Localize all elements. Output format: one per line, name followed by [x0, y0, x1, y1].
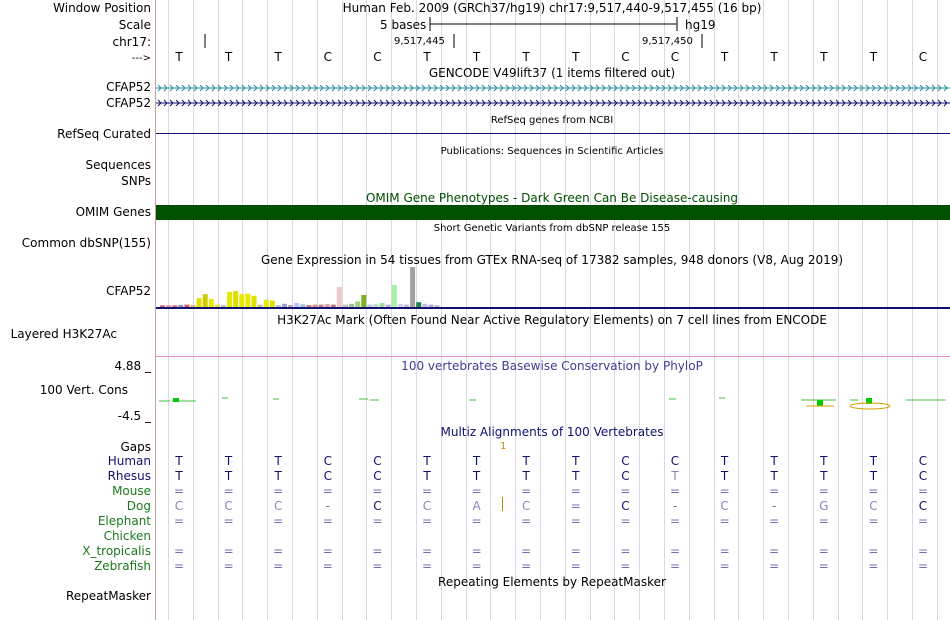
label-gtex-cfap52[interactable]: CFAP52	[106, 284, 151, 298]
alignment-base: =	[719, 544, 730, 558]
alignment-base: C	[869, 499, 878, 513]
reference-base: T	[224, 50, 233, 64]
alignment-base: =	[372, 544, 383, 558]
alignment-base: C	[670, 454, 680, 468]
gencode-gene-cfap52	[156, 85, 950, 91]
alignment-base: =	[421, 559, 433, 573]
reference-base: C	[323, 50, 332, 64]
alignment-base: C	[918, 499, 928, 513]
phylop-peak	[817, 400, 823, 406]
phylop-max-value: 4.88 _	[114, 359, 151, 373]
alignment-base: =	[620, 559, 631, 573]
gtex-tissue-bar[interactable]	[361, 295, 366, 307]
alignment-base: T	[770, 454, 778, 468]
h3k27ac-signal-line	[156, 356, 950, 357]
alignment-base: =	[421, 484, 433, 498]
alignment-base: =	[471, 559, 482, 573]
alignment-base: =	[818, 484, 829, 498]
alignment-base: =	[669, 559, 681, 573]
alignment-base: =	[521, 544, 532, 558]
refseq-track-title: RefSeq genes from NCBI	[490, 115, 614, 126]
gtex-tissue-bar[interactable]	[410, 267, 415, 307]
reference-base: C	[918, 50, 928, 64]
gtex-tissue-bar[interactable]	[264, 300, 269, 307]
label-repeatmasker[interactable]: RepeatMasker	[65, 589, 151, 603]
alignment-base: C	[373, 499, 382, 513]
reference-base: T	[869, 50, 878, 64]
alignment-base: C	[224, 499, 233, 513]
alignment-base: T	[770, 469, 778, 483]
alignment-base: T	[572, 454, 580, 468]
reference-base: T	[175, 50, 183, 64]
alignment-base: =	[570, 544, 581, 558]
alignment-base: T	[423, 454, 431, 468]
alignment-base: C	[621, 469, 630, 483]
gtex-track-title: Gene Expression in 54 tissues from GTEx RNA-seq of 17382 samples, 948 donors (V8, Aug 2019)	[260, 253, 844, 267]
alignment-base: C	[918, 469, 928, 483]
alignment-base: =	[223, 559, 234, 573]
label-cfap52[interactable]: CFAP52	[106, 96, 151, 110]
alignment-base: =	[719, 559, 730, 573]
omim-track-title: OMIM Gene Phenotypes - Dark Green Can Be Disease-causing	[365, 191, 739, 205]
alignment-base: =	[322, 514, 333, 528]
gtex-gene-line	[156, 307, 950, 309]
alignment-base: C	[918, 454, 928, 468]
alignment-base: =	[421, 514, 433, 528]
alignment-base: =	[273, 544, 284, 558]
reference-base: T	[472, 50, 481, 64]
gtex-tissue-bar[interactable]	[203, 294, 208, 307]
species-label-x_tropicalis[interactable]: X_tropicalis	[82, 544, 151, 558]
alignment-base: T	[869, 469, 878, 483]
alignment-base: T	[820, 469, 828, 483]
alignment-base: T	[224, 454, 233, 468]
alignment-base: =	[273, 514, 284, 528]
label-layered-h3k27ac[interactable]: Layered H3K27Ac	[10, 327, 117, 341]
alignment-base: =	[372, 559, 383, 573]
alignment-base: T	[671, 469, 679, 483]
alignment-base: T	[423, 469, 431, 483]
alignment-base: T	[720, 454, 729, 468]
alignment-base: =	[173, 559, 185, 573]
gtex-expression-chart[interactable]	[156, 265, 950, 310]
alignment-base: C	[323, 454, 332, 468]
alignment-base: =	[173, 544, 185, 558]
label-strand: --->	[131, 53, 151, 64]
label-sequences[interactable]: Sequences	[85, 158, 151, 172]
alignment-base: =	[769, 484, 780, 498]
alignment-base: T	[175, 469, 183, 483]
alignment-base: =	[669, 514, 681, 528]
alignment-base: A	[472, 499, 481, 513]
alignment-base: C	[273, 499, 283, 513]
gtex-tissue-bar[interactable]	[245, 294, 250, 307]
alignment-base: =	[669, 544, 681, 558]
alignment-base: =	[521, 484, 532, 498]
position-tick-2: 9,517,450	[642, 36, 693, 47]
alignment-base: T	[274, 454, 282, 468]
alignment-base: C	[174, 499, 184, 513]
reference-base: T	[423, 50, 431, 64]
reference-base: T	[522, 50, 530, 64]
gtex-tissue-bar[interactable]	[233, 291, 238, 307]
reference-base: T	[770, 50, 778, 64]
phylop-conservation-plot[interactable]	[156, 390, 950, 420]
alignment-base: C	[373, 469, 382, 483]
omim-gene-bar[interactable]	[156, 205, 950, 220]
alignment-base: =	[322, 559, 333, 573]
alignment-base: =	[471, 544, 482, 558]
alignment-base: G	[819, 499, 829, 513]
alignment-base: =	[223, 544, 234, 558]
track-label-column	[0, 0, 155, 620]
alignment-base: =	[719, 484, 730, 498]
reference-base: T	[572, 50, 580, 64]
alignment-base: =	[769, 559, 780, 573]
gtex-tissue-bar[interactable]	[392, 285, 397, 307]
species-label-chicken[interactable]: Chicken	[103, 529, 151, 543]
gtex-tissue-bar[interactable]	[239, 294, 244, 307]
alignment-base: =	[273, 484, 284, 498]
alignment-base: C	[323, 469, 332, 483]
species-label-dog[interactable]: Dog	[126, 499, 151, 513]
reference-base: C	[621, 50, 630, 64]
alignment-base: =	[917, 484, 929, 498]
alignment-base: =	[570, 499, 581, 513]
alignment-base: T	[472, 469, 481, 483]
alignment-base: =	[570, 559, 581, 573]
label-gencode-cfap52[interactable]: CFAP52	[106, 80, 151, 94]
phylop-track-title: 100 vertebrates Basewise Conservation by PhyloP	[401, 359, 703, 373]
alignment-base: T	[572, 469, 580, 483]
scale-text: 5 bases	[380, 18, 427, 32]
label-snps[interactable]: SNPs	[121, 174, 151, 188]
alignment-base: =	[868, 559, 879, 573]
alignment-base: =	[917, 559, 929, 573]
species-label-mouse[interactable]: Mouse	[112, 484, 151, 498]
track-image[interactable]	[156, 0, 950, 620]
alignment-base: =	[570, 484, 581, 498]
alignment-base: =	[372, 514, 383, 528]
refseq-gene-line[interactable]	[156, 133, 950, 134]
alignment-base: T	[820, 454, 828, 468]
alignment-base: =	[769, 544, 780, 558]
species-label-human[interactable]: Human	[107, 454, 151, 468]
gap-count-marker: 1	[500, 441, 507, 452]
window-position-text: Human Feb. 2009 (GRCh37/hg19) chr17:9,517,440-9,517,455 (16 bp)	[342, 1, 762, 15]
label-refseq-curated[interactable]: RefSeq Curated	[57, 127, 151, 141]
alignment-base: =	[322, 544, 333, 558]
alignment-base: =	[173, 514, 185, 528]
alignment-base: =	[818, 514, 829, 528]
gtex-tissue-bar[interactable]	[227, 292, 232, 307]
multiz-track-title: Multiz Alignments of 100 Vertebrates	[440, 425, 664, 439]
alignment-base: C	[720, 499, 729, 513]
phylop-min-value: -4.5 _	[117, 409, 151, 423]
alignment-base: =	[620, 544, 631, 558]
alignment-base: -	[772, 499, 777, 513]
reference-base: T	[820, 50, 828, 64]
alignment-base: =	[868, 544, 879, 558]
alignment-base: =	[620, 514, 631, 528]
alignment-base: T	[522, 454, 530, 468]
alignment-base: T	[720, 469, 729, 483]
label-omim-genes[interactable]: OMIM Genes	[75, 205, 151, 219]
alignment-base: =	[322, 484, 333, 498]
alignment-base: =	[471, 484, 482, 498]
position-tick-1: 9,517,445	[394, 36, 445, 47]
species-label-rhesus[interactable]: Rhesus	[107, 469, 151, 483]
gtex-tissue-bar[interactable]	[209, 299, 214, 307]
reference-base: C	[670, 50, 680, 64]
label-window-position: Window Position	[53, 1, 151, 15]
alignment-base: =	[769, 514, 780, 528]
alignment-base: T	[869, 454, 878, 468]
dbsnp-track-title: Short Genetic Variants from dbSNP release 155	[433, 223, 671, 234]
repeatmasker-track-title: Repeating Elements by RepeatMasker	[438, 575, 666, 589]
alignment-base: C	[621, 499, 630, 513]
h3k27ac-track-title: H3K27Ac Mark (Often Found Near Active Regulatory Elements) on 7 cell lines from ENCODE	[277, 313, 827, 327]
alignment-base: =	[818, 544, 829, 558]
species-label-zebrafish[interactable]: Zebrafish	[94, 559, 151, 573]
alignment-base: C	[621, 454, 630, 468]
alignment-base: C	[521, 499, 531, 513]
alignment-base: =	[421, 544, 433, 558]
gtex-tissue-bar[interactable]	[197, 298, 202, 307]
reference-base: C	[373, 50, 382, 64]
publications-track-title: Publications: Sequences in Scientific Articles	[440, 146, 664, 157]
alignment-base: =	[868, 514, 879, 528]
gencode-track-title: GENCODE V49lift37 (1 items filtered out)	[428, 66, 676, 80]
gene-cfap52	[156, 100, 950, 106]
species-label-elephant[interactable]: Elephant	[97, 514, 151, 528]
alignment-base: =	[818, 559, 829, 573]
label-chromosome: chr17:	[112, 35, 151, 49]
label-scale: Scale	[118, 18, 151, 32]
alignment-base: =	[917, 514, 929, 528]
alignment-base: C	[422, 499, 432, 513]
alignment-base: T	[472, 454, 481, 468]
alignment-base: =	[223, 514, 234, 528]
alignment-base: =	[620, 484, 631, 498]
reference-base: T	[720, 50, 729, 64]
label-gaps[interactable]: Gaps	[120, 440, 151, 454]
alignment-base: =	[521, 559, 532, 573]
gene-models[interactable]	[156, 80, 950, 110]
reference-base: T	[274, 50, 282, 64]
alignment-base: -	[325, 499, 330, 513]
alignment-base: =	[719, 514, 730, 528]
alignment-base: C	[373, 454, 382, 468]
alignment-base: =	[570, 514, 581, 528]
alignment-base: -	[672, 499, 678, 513]
alignment-base: T	[224, 469, 233, 483]
gtex-tissue-bar[interactable]	[337, 287, 342, 307]
alignment-base: =	[372, 484, 383, 498]
alignment-base: =	[173, 484, 185, 498]
label-common-dbsnp[interactable]: Common dbSNP(155)	[21, 236, 151, 250]
label-100-vert-cons[interactable]: 100 Vert. Cons	[39, 383, 128, 397]
alignment-base: =	[223, 484, 234, 498]
alignment-base: =	[868, 484, 879, 498]
alignment-base: =	[471, 514, 482, 528]
alignment-base: T	[274, 469, 282, 483]
alignment-base: =	[669, 484, 681, 498]
dog-gap-marker	[502, 497, 503, 511]
phylop-peak	[173, 398, 179, 402]
assembly-label: hg19	[685, 18, 716, 32]
alignment-base: =	[273, 559, 284, 573]
alignment-base: T	[522, 469, 530, 483]
alignment-base: T	[175, 454, 183, 468]
gtex-tissue-bar[interactable]	[252, 296, 257, 307]
alignment-base: =	[917, 544, 929, 558]
alignment-base: =	[521, 514, 532, 528]
